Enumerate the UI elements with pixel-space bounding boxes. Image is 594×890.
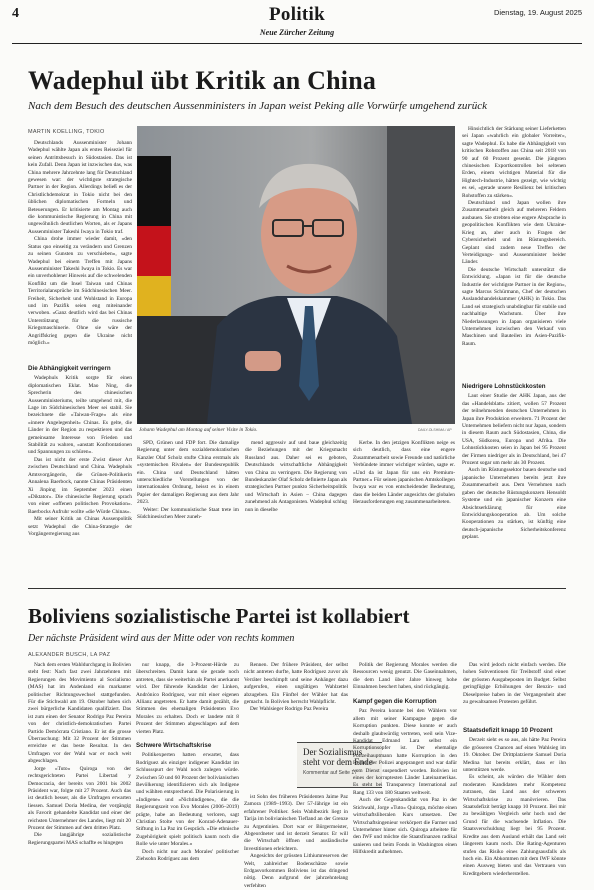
subhead: Niedrigere Lohnstückkosten <box>462 383 546 390</box>
article2-column-4b <box>353 693 457 867</box>
paragraph: ist Sohn des früheren Präsidenten Jaime Paz Zamora (1989–1993). Der 57-Jährige ist ein erfahrener Politiker. Sein Wahlbezirk liegt in Tarija im bolivianischen Tiefland an der Grenze zu Argentinien. Dort war er Bürgermeister, Abgeordneter und ist derzeit Senator. Er will die Wirtschaft öffnen und ausländische Investitionen erleichtern. <box>244 794 348 852</box>
article2-column-5 <box>463 662 566 722</box>
paragraph: Das ist nicht der erste Zwist dieser Art zwischen Deutschland und China. Wadephuls Amtsvorgängerin, die Grünen-Politikerin Annalena Baerbock, nannte Chinas Präsidenten Xi Jinping im September 2023 einen «Diktator». Die chinesische Regierung sprach von einer «offenen politischen Provokation». Baerbocks Aufruhr wollte «die Würde Chinas». <box>28 456 132 515</box>
related-comment-reference: Kommentar auf Seite 17 <box>303 770 357 776</box>
article-headline-2: Boliviens sozialistische Partei ist kollabiert <box>28 604 410 628</box>
paragraph: Wadephuls Kritik sorgte für einen diplomatischen Eklat. Mao Ning, die Sprecherin des chinesischen Aussenministeriums, teilte umgehend mit, die Lage im Südchinesischen Meer sei stabil. Sie bezeichnete die «Taiwan-Frage» als eine «innere Angelegenheit» Chinas. Es gelte, die Länder in der Region zu respektieren und das gemeinsame Interesse von Frieden und Stabilität zu wahren, «anstatt Konfrontationen und Spannungen zu schüren». <box>28 375 132 456</box>
article-column-2 <box>137 440 239 570</box>
paragraph: Auch im Rüstungssektor bauen deutsche und japanische Unternehmen bereits jetzt ihre Zusammenarbeit aus. Dem Vernehmen nach gaben der deutsche Rüstungskonzern Hensoldt Systeme und ein japanischer Konzern eine Absichtserklärung für eine Entwicklungskooperation ab. Um solche Kooperationen zu stärken, ist künftig eine deutsch-japanische Sicherheitskonferenz geplant. <box>462 467 566 541</box>
paragraph: Auch der Gegenkandidat von Paz in der Stichwahl, Jorge «Tuto» Quiroga, möchte einen wirtschaftsliberalen Kurs umsetzen. Der Wirtschaftsingenieur verkörpert die Farmer und Unternehmer hinter sich. Quiroga arbeitete für den IWF und möchte die Staatsfinanzen radikal sanieren und beim Fonds in Washington einen Hilfskredit aufnehmen. <box>353 797 457 856</box>
paragraph: Doch nicht nur auch Morales' politischer Ziehsohn Rodríguez aus dem <box>136 848 239 863</box>
article-column-4 <box>353 440 455 570</box>
article-deck-2: Der nächste Präsident wird aus der Mitte oder von rechts kommen <box>28 633 295 644</box>
paragraph: Angesichts der grössten Lithiumreserven der Welt, zahlreicher Bodenschätze sowie Erdgasvorkommen Boliviens ist das dringend nötig. Denn aufgrund der jahrzehntelang verfehlten <box>244 853 348 889</box>
paragraph: Politikexperten hatten erwartet, dass Rodríguez als einziger indigener Kandidat im Schlussspurt der Wahl noch zulegen würde. Zwischen 50 und 60 Prozent der bolivianischen Bevölkerung identifizieren sich als Indigene und wählten entsprechend. Die Polarisierung in «Indigene» und «Nichtindigene», die die Regierungszeit von Evo Morales (2006–2019) prägte, habe an Bedeutung verloren, sagt Christian Stolte von der Konrad-Adenauer-Stiftung in La Paz im Gespräch. «Die ethnische Zugehörigkeit spielt politisch kaum noch die Rolle wie unter Morales.» <box>136 752 239 848</box>
issue-date: Dienstag, 19. August 2025 <box>494 8 582 17</box>
paragraph: Rennen. Der frühere Präsident, der selbst nicht antreten durfte, hatte Rodríguez zuvor als Verräter beschimpft und seine Anhänger dazu aufgerufen, einen ungültigen Wahlzettel abzugeben. Ein Fünftel der Wähler hat das gemacht. In Bolivien herrscht Wahlpflicht. <box>244 662 348 706</box>
paragraph: China drohe immer wieder damit, «den Status quo einseitig zu verändern und Grenzen zu seinen Gunsten zu verschieben», sagte Wadephul bei einem Treffen mit Japans Aussenminister Takeshi Iwaya in Tokio. Es war ein unverhohlener Hinweis auf die schwelenden Konflikt um die Insel Taiwan und Chinas Territorialansprüche im Südchinesischen Meer. Freiheit, Sicherheit und Wohlstand in Europa und im Pazifik seien eng miteinander verwoben. «Ganz deutlich wird das bei Chinas Unterstützung für die russische Kriegsmaschinerie. Ohne sie wäre der Angriffskrieg gegen die Ukraine nicht möglich.» <box>28 236 132 346</box>
section-title: Politik <box>269 4 325 25</box>
portrait-illustration <box>137 126 455 424</box>
article-column-3 <box>245 440 347 570</box>
paragraph: Paz Pereira konnte bei den Wählern vor allem mit seiner Kampagne gegen die Korruption punkten. Diese konnte er auch deshalb glaubwürdig vertreten, weil sein Vize-Kandidat Edmand Lara selbst ein Korruptionsopfer ist. Der ehemalige Polizeihauptmann hatte Korruption in den Reihen der Polizei angeprangert und war dafür vom Dienst suspendiert worden. Bolivien ist eines der korruptesten Länder Lateinamerikas. Es steht bei Transparency International auf Rang 133 von 180 Staaten weltweit. <box>353 708 457 796</box>
article2-column-3b <box>244 794 348 889</box>
article-byline: MARTIN KOELLING, TOKIO <box>28 129 105 135</box>
article-byline-2: ALEXANDER BUSCH, LA PAZ <box>28 652 111 658</box>
article-photo <box>137 126 455 424</box>
article2-column-3 <box>244 662 348 736</box>
paragraph: Jorge «Tuto» Quiroga von der rechtsgerichteten Partei Libertad y Democracia, der bereits von 2001 bis 2002 Präsident war, folgte mit 27 Prozent. Auch das ist deutlich besser, als die Umfragen erwarten liessen. Samuel Doria Medina, der vorgängig als Favorit gehandelte Kandidat und einer der reichsten Unternehmer des Landes, liegt mit 20 Prozent der Stimmen auf dem dritten Platz. <box>28 765 131 831</box>
article-divider <box>28 588 566 589</box>
subhead: Kampf gegen die Korruption <box>353 698 437 705</box>
paragraph: Deutschland und Japan wollen ihre Zusammenarbeit gleich auf mehreren Feldern ausbauen. Sie strebten eine engere Absprache in geopolitischen Konflikten wie dem Ukraine-Krieg an, aber auch in Fragen der Cybersicherheit und im Rüstungsbereich. Geplant sind zudem neue Treffen der Verteidigungs- und Aussenminister beider Länder. <box>462 200 566 266</box>
paragraph: nur knapp, die 3-Prozent-Hürde zu überschreiten. Damit kann sie gerade noch antreten, dass sie weiterhin als Partei anerkannt wird. Der führende Kandidat der Linken, Andrónico Rodríguez, war mit einer eigenen Allianz angetreten. Er hatte damit gezählt, die Stimmen des ehemaligen Präsidenten Evo Morales zu erhalten. Doch er landete mit 8 Prozent der Stimmen abgeschlagen auf dem vierten Platz. <box>136 662 239 735</box>
article2-column-1 <box>28 662 131 867</box>
photo-credit: DAILY-OLSHIMA / AP <box>418 428 452 432</box>
paragraph: Politik der Regierung Morales werden die Ressourcen wenig genutzt. Die Gaseinnahmen, die dem Land über Jahre hinweg hohe Einnahmen beschert haben, sind rückgängig. <box>353 662 457 691</box>
paragraph: Hinsichtlich der Stärkung seiner Lieferketten sei Japan «wahrlich ein globaler Vorreiter», sagte Wadephul. Es habe die Abhängigkeit von kritischen Rohstoffen aus China seit 2018 von 90 auf 60 Prozent gesenkt. Die jüngsten chinesischen Exportkontrollen bei seltenen Erden, einem wichtigen Material für die Hightech-Industrie, hätten gezeigt, wie wichtig es sei, «gerade unsere Resilienz bei kritischen Rohstoffen zu stärken». <box>462 126 566 199</box>
article2-column-2b <box>136 737 239 867</box>
paragraph: Mit seiner Kritik an Chinas Aussenpolitik setzt Wadephul die China-Strategie der Vorgängerregierung aus <box>28 516 132 537</box>
newspaper-name: Neue Zürcher Zeitung <box>259 28 335 37</box>
subhead: Die Abhängigkeit verringern <box>28 365 111 372</box>
subhead: Schwere Wirtschaftskrise <box>136 742 212 749</box>
article-column-5b <box>462 378 566 572</box>
page-number: 4 <box>12 6 19 21</box>
article-column-5 <box>462 126 566 376</box>
masthead <box>12 4 582 44</box>
article-column-1 <box>28 140 132 356</box>
paragraph: SPD, Grünen und FDP fort. Die damalige Regierung unter dem sozialdemokratischen Kanzler Olaf Scholz stufte China erstmals als «systemischen Rivalen» der Bundesrepublik ein. China und Deutschland hätten unterschiedliche Vorstellungen von der internationalen Ordnung, heisst es in einem Papier der damaligen Regierung aus dem Jahr 2023. <box>137 440 239 506</box>
paragraph: Die langjährige sozialistische Regierungspartei MAS schaffte es hingegen <box>28 832 131 846</box>
paragraph: mend aggressiv auf und baue gleichzeitig die Beziehungen mit der Kriegsmacht Russland aus. Daher sei es geboten, Deutschlands wirtschaftliche Abhängigkeit von China zu verringern. Die Regierung von Bundeskanzler Olaf Scholz definierte Japan als strategischen Partner punkto Sicherheitspolitik und Wirtschaft in Asien – China dagegen zunehmend als Antagonisten. Wadephul schlug nun in dieselbe <box>245 440 347 513</box>
paragraph: Derzeit sieht es so aus, als hätte Paz Pereira die grösseren Chancen auf einen Wahlsieg im 19. Oktober. Der Drittplatzierte Samuel Doria Medina hat bereits erklärt, dass er ihn unterstützen werde. <box>463 737 566 774</box>
article2-column-5b <box>463 722 566 877</box>
article-column-1b <box>28 360 132 572</box>
subhead: Staatsdefizit knapp 10 Prozent <box>463 727 553 734</box>
paragraph: Weiter: Der kommunistische Staat trete im Südchinesischen Meer zuneh- <box>137 506 239 521</box>
article-headline: Wadephul übt Kritik an China <box>28 66 377 95</box>
paragraph: Das wird jedoch nicht einfach werden. Die hohen Subventionen für Treibstoff sind einer der grössten Ausgabeposten im Budget. Selbst geringfügige Erhöhungen der Benzin- und Dieselpreise haben in der Vergangenheit aber zu gewaltsamen Protesten geführt. <box>463 662 566 706</box>
article2-column-2 <box>136 662 239 736</box>
related-comment-title[interactable]: Der Sozialismus steht vor dem Ende <box>303 747 373 767</box>
article2-column-4 <box>353 662 457 692</box>
paragraph: Der Wahlsieger Rodrigo Paz Pereira <box>250 706 329 713</box>
article-deck: Nach dem Besuch des deutschen Aussenministers in Japan weist Peking alle Vorwürfe umgehend zurück <box>28 100 487 112</box>
photo-caption: Johann Wadephul am Montag auf seiner Visite in Tokio. <box>139 427 258 433</box>
paragraph: Laut einer Studie der AHK Japan, aus der das «Handelsblatt» zitiert, wollen 57 Prozent der teilnehmenden deutschen Unternehmen in Japan ihre Produktion erweitern. 71 Prozent der Unternehmen beliefern nicht nur Japan, sondern in diesem Raum auch Südostasien, China, die USA, Südkorea, Europa und Afrika. Die Lohnstückkosten seien in Japan bei 95 Prozent der Firmen niedriger als in Deutschland, bei 47 Prozent sogar um mehr als 30 Prozent. <box>462 393 566 467</box>
paragraph: Es scheint, als würden die Wähler dem moderaten Kandidaten mehr Kompetenz zutrauen, das Land aus der schweren Wirtschaftskrise zu manövrieren. Das Staatsdefizit beträgt knapp 10 Prozent. Bei mir zu bewältigen Vergleich sehr hoch und der Grund für die wachsende Inflation. Die Staatsverschuldung liegt bei 95 Prozent. Kredite aus dem Ausland erhält das Land seit längerem kaum noch. Die Rating-Agenturen stufen das Risiko eines Zahlungsausfalls als hoch ein. Ein Abkommen mit dem IWF könnte einen Ausweg bieten und das Vertrauen von Kreditgebern wiederherstellen. <box>463 774 566 877</box>
paragraph: Kerbe. In den jetzigen Konflikten neige es sich deutlich, dass eine engere Zusammenarbeit sowie Freunde und natürliche Verbündete immer wichtiger würden, sagte er. «Und da ist Japan für uns ein Premium-Partner.» Für seinen japanischen Amtskollegen Iwaya war es von entscheidender Bedeutung, dass die beiden Länder angesichts der globalen Herausforderungen eng zusammenarbeiteten. <box>353 440 455 506</box>
paragraph: Die deutsche Wirtschaft unterstützt die Entwicklung. «Japan ist für die deutsche Industrie der wichtigste Partner in der Region», sagte Marcus Schürmann, Chef der deutschen Auslandshandelskammer (AHK) in Tokio. Das Land sei strategisch unabdingbar für stabile und nachhaltige Wachstum. Über ihre Niederlassungen in Japan organisieren viele Unternehmen inzwischen den Verkauf von Maschinen und Bauteilen im Asien-Pazifik-Raum. <box>462 266 566 347</box>
paragraph: Nach dem ersten Wahldurchgang in Bolivien steht fest: Nach fast zwei Jahrzehnten mit Regierungen des Movimiento al Socialismo (MAS) hat im Andenland ein markanter politischer Richtungswechsel stattgefunden. Für die Stichwahl am 19. Oktober haben sich zwei bürgerliche Kandidaten qualifiziert. Das ist zum einen der Senator Rodrigo Paz Pereira von der christlich-demokratischen Partei Partido Demócrata Cristiano. Er ist die grosse Überraschung: Mit 32 Prozent der Stimmen erreichte er das beste Resultat. In den Umfragen vor der Wahl war er noch weit abgeschlagen. <box>28 662 131 765</box>
paragraph: Deutschlands Aussenminister Johann Wadephul wählte Japan als erstes Reiseziel für seinen Antrittsbesuch in Südostasien. Das ist kein Zufall. Denn Japan ist inzwischen das, was China mehrere Jahrzehnte lang für Deutschland gewesen war: der wichtigste strategische Partner in der Region. Allerdings beließ es der Christlichdemokrat in Tokio nicht bei den üblichen diplomatischen Formeln und Beteuerungen. Er kritisierte am Montag auch die kommunistische Regierung in China mit ungewöhnlich deutlichen Worten, als er Japans Aussenminister Takeshi Iwaya in Tokio traf. <box>28 140 132 235</box>
